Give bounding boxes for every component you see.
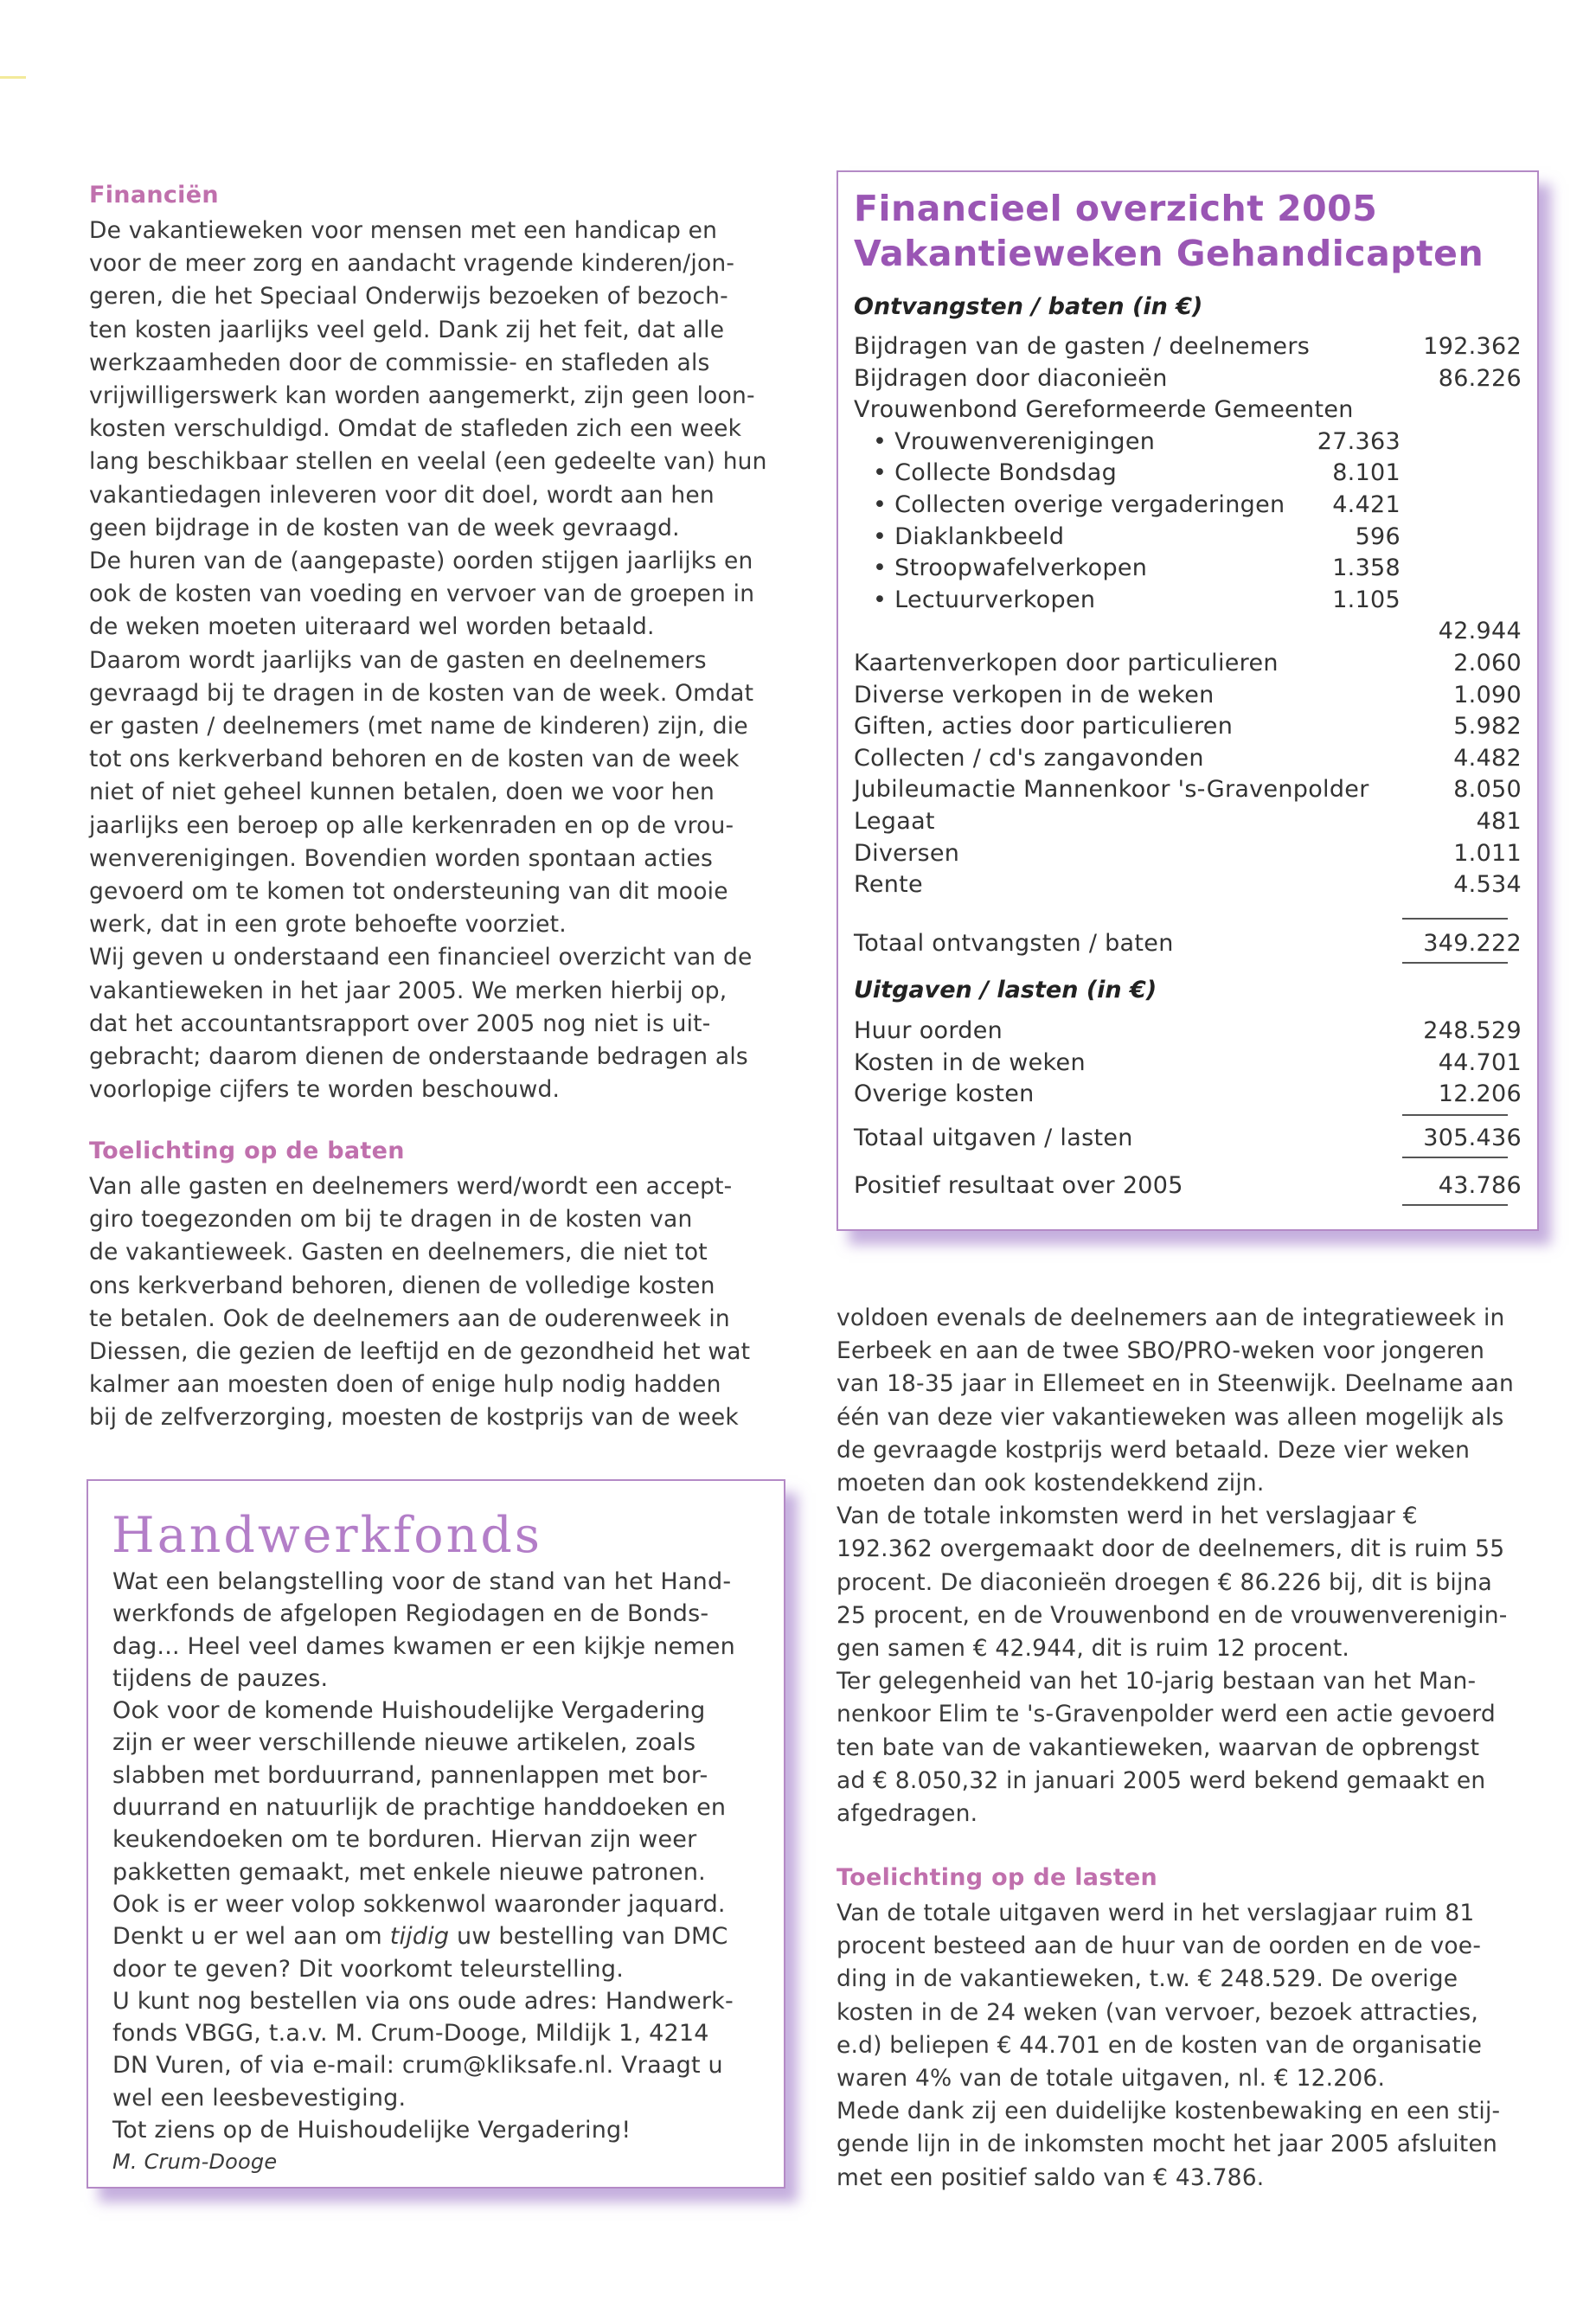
text-line: met een positief saldo van € 43.786. [836, 2163, 1265, 2191]
row-value: 1.011 [1453, 839, 1522, 867]
text-line: voor de meer zorg en aandacht vragende kinderen/jon- [89, 250, 735, 278]
text-line: Ter gelegenheid van het 10-jarig bestaan van het Man- [836, 1668, 1477, 1695]
text-line: gebracht; daarom dienen de onderstaande bedragen als [89, 1043, 748, 1071]
text-line: geen bijdrage in de kosten van de week gevraagd. [89, 514, 680, 542]
expense-heading: Uitgaven / lasten (in €) [854, 977, 1157, 1003]
row-label: • Lectuurverkopen [873, 586, 1096, 613]
text-line: door te geven? Dit voorkomt teleurstelling. [112, 1955, 624, 1983]
text-line: Van de totale inkomsten werd in het verslagjaar € [836, 1503, 1418, 1530]
text-line: keukendoeken om te borduren. Hiervan zijn weer [112, 1826, 697, 1854]
row-value: 192.362 [1423, 333, 1522, 360]
text-line: procent. De diaconieën droegen € 86.226 bij, dit is bijna [836, 1568, 1492, 1596]
text-line: ons kerkverband behoren, dienen de volledige kosten [89, 1272, 715, 1299]
row-value: 12.206 [1438, 1080, 1522, 1108]
text-line: wenverenigingen. Bovendien worden spontaan acties [89, 844, 714, 872]
table-row [854, 457, 1522, 489]
row-value: 42.944 [1438, 618, 1522, 645]
text-line: geren, die het Speciaal Onderwijs bezoeken of bezoch- [89, 283, 728, 311]
row-value: 4.534 [1453, 871, 1522, 899]
row-label: Diversen [854, 839, 960, 867]
row-subvalue: 4.421 [1332, 491, 1401, 518]
text-line: werk, dat in een grote behoefte voorziet. [89, 911, 567, 939]
result-row [854, 1170, 1522, 1202]
emphasis-tijdig: tijdig [389, 1923, 450, 1951]
text-line: Diessen, die gezien de leeftijd en de gezondheid het wat [89, 1338, 751, 1366]
text-line: de vakantieweek. Gasten en deelnemers, die niet tot [89, 1239, 708, 1266]
table-row [854, 489, 1522, 521]
financial-overview-box [836, 170, 1539, 1231]
text-line: gende lijn in de inkomsten mocht het jaar 2005 afsluiten [836, 2131, 1497, 2158]
row-label: Jubileumactie Mannenkoor 's-Gravenpolder [854, 776, 1369, 804]
table-row [854, 552, 1522, 584]
text-line: DN Vuren, of via e-mail: crum@kliksafe.nl. Vraagt u [112, 2052, 723, 2080]
text-line: ten bate van de vakantieweken, waarvan de opbrengst [836, 1734, 1480, 1761]
text-line: kosten verschuldigd. Omdat de stafleden zich een week [89, 415, 742, 443]
text-line: er gasten / deelnemers (met name de kinderen) zijn, die [89, 713, 748, 740]
row-label: • Collecten overige vergaderingen [873, 491, 1285, 518]
text-line: ad € 8.050,32 in januari 2005 werd bekend gemaakt en [836, 1766, 1486, 1794]
text-line: Wat een belangstelling voor de stand van het Hand- [112, 1568, 732, 1595]
row-label: Rente [854, 871, 923, 899]
table-row [854, 773, 1522, 805]
text-line: nenkoor Elim te 's-Gravenpolder werd een actie gevoerd [836, 1701, 1496, 1728]
table-row [854, 330, 1522, 362]
text-line: e.d) beliepen € 44.701 en de kosten van de organisatie [836, 2031, 1483, 2059]
row-subvalue: 1.358 [1332, 554, 1401, 582]
table-row [854, 615, 1522, 647]
handwerkfonds-title: Handwerkfonds [112, 1507, 543, 1564]
row-label: Huur oorden [854, 1017, 1003, 1044]
expense-total-value: 305.436 [1423, 1125, 1522, 1151]
income-heading: Ontvangsten / baten (in €) [854, 293, 1203, 320]
income-total-underline [1402, 962, 1508, 964]
text-line: zijn er weer verschillende nieuwe artikelen, zoals [112, 1729, 696, 1757]
text-line: gen samen € 42.944, dit is ruim 12 procent. [836, 1635, 1350, 1663]
text-line: Ook is er weer volop sokkenwol waaronder jaquard. [112, 1890, 726, 1918]
row-label: Collecten / cd's zangavonden [854, 744, 1204, 772]
table-row [854, 805, 1522, 837]
row-subvalue: 8.101 [1332, 459, 1401, 487]
row-label: Giften, acties door particulieren [854, 713, 1234, 740]
text-line: kalmer aan moesten doen of enige hulp nodig hadden [89, 1371, 721, 1399]
text-line: Tot ziens op de Huishoudelijke Vergadering! [112, 2117, 631, 2144]
text-line: de gevraagde kostprijs werd betaald. Deze vier weken [836, 1436, 1471, 1464]
text-line: Daarom wordt jaarlijks van de gasten en deelnemers [89, 646, 707, 674]
row-value: 248.529 [1423, 1017, 1522, 1044]
lasten-paragraph [836, 1897, 1500, 2195]
text-line: procent besteed aan de huur van de oorden en de voe- [836, 1932, 1482, 1960]
row-label: Bijdragen door diaconieën [854, 364, 1168, 392]
row-value: 5.982 [1453, 713, 1522, 740]
expense-rule [1402, 1114, 1508, 1116]
expense-total-row [854, 1122, 1522, 1154]
text-line: dat het accountantsrapport over 2005 nog niet is uit- [89, 1009, 711, 1037]
text-line: Wij geven u onderstaand een financieel overzicht van de [89, 944, 753, 971]
text-line: fonds VBGG, t.a.v. M. Crum-Dooge, Mildijk 1, 4214 [112, 2020, 709, 2048]
text-line: duurrand en natuurlijk de prachtige handdoeken en [112, 1794, 727, 1822]
row-value: 44.701 [1438, 1048, 1522, 1076]
row-label: • Collecte Bondsdag [873, 459, 1118, 487]
text-line: gevraagd bij te dragen in de kosten van de week. Omdat [89, 679, 754, 707]
handwerkfonds-box [87, 1479, 785, 2189]
text-line: voldoen evenals de deelnemers aan de integratieweek in [836, 1304, 1505, 1331]
text-line: te betalen. Ook de deelnemers aan de ouderenweek in [89, 1304, 730, 1332]
text-line: Eerbeek en aan de twee SBO/PRO-weken voor jongeren [836, 1337, 1485, 1365]
table-row [854, 584, 1522, 616]
lasten-heading: Toelichting op de lasten [836, 1864, 1158, 1891]
text-line: giro toegezonden om bij te dragen in de kosten van [89, 1206, 693, 1234]
text-line: jaarlijks een beroep op alle kerkenraden en op de vrou- [89, 811, 734, 839]
row-subvalue: 27.363 [1317, 427, 1401, 455]
table-row [854, 1015, 1522, 1047]
signature: M. Crum-Dooge [112, 2150, 278, 2175]
row-value: 1.090 [1453, 681, 1522, 708]
text-line: voorlopige cijfers te worden beschouwd. [89, 1076, 561, 1104]
text-line: lang beschikbaar stellen en veelal (een gedeelte van) hun [89, 448, 767, 476]
text-line: Van de totale uitgaven werd in het verslagjaar ruim 81 [836, 1900, 1475, 1926]
result-underline [1402, 1204, 1508, 1206]
text-line: de weken moeten uiteraard wel worden betaald. [89, 613, 655, 641]
income-total-row [854, 927, 1522, 959]
text-line: kosten in de 24 weken (van vervoer, bezoek attracties, [836, 1998, 1478, 2026]
baten-paragraph [89, 1170, 750, 1435]
scan-mark [0, 76, 26, 79]
table-row [854, 710, 1522, 742]
text-line: ook de kosten van voeding en vervoer van de groepen in [89, 580, 755, 608]
text-line: niet of niet geheel kunnen betalen, doen we voor hen [89, 779, 715, 806]
row-value: 8.050 [1453, 776, 1522, 804]
text-line: Denkt u er wel aan om tijdig uw bestelling van DMC [112, 1923, 728, 1951]
text-line: dag... Heel veel dames kwamen er een kijkje nemen [112, 1632, 735, 1660]
table-row [854, 647, 1522, 679]
text-line: De vakantieweken voor mensen met een handicap en [89, 217, 718, 244]
text-line: moeten dan ook kostendekkend zijn. [836, 1470, 1265, 1497]
text-line: van 18-35 jaar in Ellemeet en in Steenwijk. Deelname aan [836, 1370, 1515, 1398]
continuation-paragraph [836, 1302, 1514, 1830]
text-line: slabben met borduurrand, pannenlappen met bor- [112, 1761, 708, 1789]
text-line: ding in de vakantieweken, t.w. € 248.529. De overige [836, 1965, 1458, 1993]
text-line: 192.362 overgemaakt door de deelnemers, dit is ruim 55 [836, 1535, 1505, 1563]
handwerkfonds-paragraph [112, 1566, 735, 2179]
text-line: 25 procent, en de Vrouwenbond en de vrouwenverenigin- [836, 1601, 1508, 1629]
income-total-label: Totaal ontvangsten / baten [854, 930, 1174, 957]
row-label: Vrouwenbond Gereformeerde Gemeenten [854, 396, 1354, 424]
row-label: Legaat [854, 808, 935, 835]
table-row [854, 362, 1522, 394]
table-row [854, 394, 1522, 426]
row-label: Bijdragen van de gasten / deelnemers [854, 333, 1311, 360]
row-value: 481 [1476, 808, 1522, 835]
row-subvalue: 596 [1355, 522, 1401, 550]
income-total-value: 349.222 [1423, 930, 1522, 957]
financial-overview-title [854, 186, 1484, 276]
result-label: Positief resultaat over 2005 [854, 1172, 1183, 1199]
row-label: • Vrouwenverenigingen [873, 427, 1156, 455]
row-label: Kaartenverkopen door particulieren [854, 650, 1279, 676]
text-line: ten kosten jaarlijks veel geld. Dank zij het feit, dat alle [89, 316, 725, 343]
text-line: vakantieweken in het jaar 2005. We merken hierbij op, [89, 977, 727, 1004]
table-row [854, 868, 1522, 901]
title-line-1: Financieel overzicht 2005 [854, 188, 1378, 229]
text-line: gevoerd om te komen tot ondersteuning van dit mooie [89, 878, 728, 906]
row-label: • Diaklankbeeld [873, 522, 1065, 550]
text-line: Van alle gasten en deelnemers werd/wordt een accept- [89, 1173, 733, 1200]
row-subvalue: 1.105 [1332, 586, 1401, 613]
text-line: tot ons kerkverband behoren en de kosten van de week [89, 746, 740, 773]
row-value: 4.482 [1453, 744, 1522, 772]
result-value: 43.786 [1438, 1172, 1522, 1199]
table-row [854, 1078, 1522, 1110]
row-label: Diverse verkopen in de weken [854, 681, 1215, 708]
text-line: wel een leesbevestiging. [112, 2084, 407, 2112]
baten-heading: Toelichting op de baten [89, 1138, 405, 1164]
table-row [854, 426, 1522, 458]
table-row [854, 742, 1522, 774]
table-row [854, 521, 1522, 553]
text-line: werkfonds de afgelopen Regiodagen en de Bonds- [112, 1600, 709, 1628]
row-value: 86.226 [1438, 364, 1522, 392]
text-line: De huren van de (aangepaste) oorden stijgen jaarlijks en [89, 548, 753, 575]
table-row [854, 1047, 1522, 1079]
row-label: Overige kosten [854, 1080, 1035, 1108]
text-line: bij de zelfverzorging, moesten de kostprijs van de week [89, 1404, 739, 1432]
text-line: vrijwilligerswerk kan worden aangemerkt, zijn geen loon- [89, 382, 755, 410]
table-row [854, 837, 1522, 869]
income-rule [1402, 918, 1508, 920]
row-label: • Stroopwafelverkopen [873, 554, 1148, 582]
text-line: pakketten gemaakt, met enkele nieuwe patronen. [112, 1858, 706, 1886]
text-line: één van deze vier vakantieweken was alleen mogelijk als [836, 1403, 1504, 1431]
text-line: waren 4% van de totale uitgaven, nl. € 12.206. [836, 2065, 1386, 2093]
table-row [854, 679, 1522, 711]
row-value: 2.060 [1453, 650, 1522, 676]
financien-heading: Financiën [89, 182, 219, 208]
expense-total-label: Totaal uitgaven / lasten [854, 1125, 1133, 1151]
expense-total-underline [1402, 1157, 1508, 1158]
row-label: Kosten in de weken [854, 1048, 1086, 1076]
text-line: afgedragen. [836, 1800, 978, 1828]
text-line: tijdens de pauzes. [112, 1664, 329, 1692]
title-line-2: Vakantieweken Gehandicapten [854, 233, 1484, 274]
text-line: Mede dank zij een duidelijke kostenbewaking en een stij- [836, 2098, 1501, 2125]
financien-paragraph [89, 215, 767, 1106]
text-line: U kunt nog bestellen via ons oude adres: Handwerk- [112, 1987, 734, 2015]
text-line: vakantiedagen inleveren voor dit doel, wordt aan hen [89, 481, 715, 509]
text-line: werkzaamheden door de commissie- en stafleden als [89, 349, 710, 376]
text-line: Ook voor de komende Huishoudelijke Vergadering [112, 1697, 706, 1725]
